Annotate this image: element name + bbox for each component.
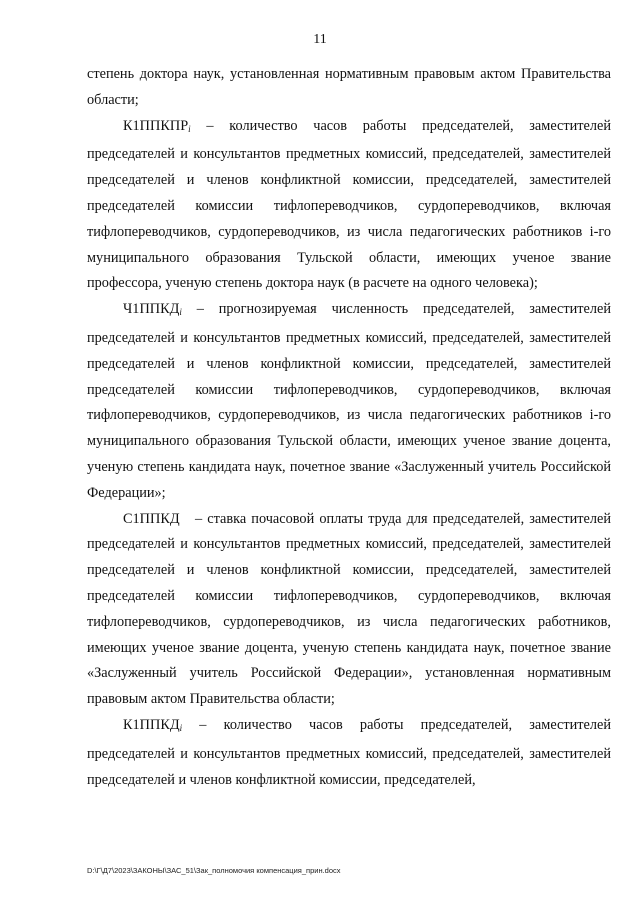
paragraph-2 <box>87 114 611 298</box>
paragraph-4 <box>87 507 615 713</box>
paragraph-5 <box>87 713 611 793</box>
term-subscript: i <box>188 123 191 134</box>
term-subscript: i <box>179 307 182 318</box>
term-subscript: i <box>179 722 183 733</box>
term-k1ppkd: К1ППКД <box>123 716 180 733</box>
footer-file-path: D:\Г\Д7\2023\ЗАКОНЫ\ЗАС_51\Зак_полномочия компенсация_прин.docx <box>87 866 341 875</box>
paragraph-1 <box>87 62 611 114</box>
paragraph-text: – ставка почасовой оплаты труда для председателей, заместителей председателей и консультантов предметных комиссий, председателей, заместителей председателей и членов конфликтной комиссии, председателей, заместителей председателей комиссии тифлопереводчиков, сурдопереводчиков, включая тифлопереводчиков, сурдопереводчиков, из числа педагогических работников, имеющих ученое звание доцента, ученую степень кандидата наук, почетное звание «Заслуженный учитель Российской Федерации», установленная нормативным правовым актом Правительства области; <box>87 510 615 708</box>
term-ch1ppkd: Ч1ППКД <box>123 301 180 318</box>
paragraph-3 <box>87 297 611 506</box>
paragraph-text: – количество часов работы председателей, заместителей председателей и консультантов предметных комиссий, председателей, заместителей председателей и членов конфликтной комиссии, председателей, заместителей председателей комиссии тифлопереводчиков, сурдопереводчиков, включая тифлопереводчиков, сурдопереводчиков, из числа педагогических работников i-го муниципального образования Тульской области, имеющих ученое звание профессора, ученую степень доктора наук (в расчете на одного человека); <box>87 117 611 292</box>
page-number: 11 <box>313 32 327 47</box>
paragraph-text: – количество часов работы председателей, заместителей председателей и консультантов предметных комиссий, председателей, заместителей председателей и членов конфликтной комиссии, председателей, <box>87 716 611 788</box>
term-s1ppkd: С1ППКД <box>123 510 180 527</box>
paragraph-text: степень доктора наук, установленная нормативным правовым актом Правительства области; <box>87 66 611 108</box>
document-body <box>87 62 615 793</box>
paragraph-text: – прогнозируемая численность председателей, заместителей председателей и консультантов предметных комиссий, председателей, заместителей председателей и членов конфликтной комиссии, председателей, заместителей председателей комиссии тифлопереводчиков, сурдопереводчиков, включая тифлопереводчиков, сурдопереводчиков, из числа педагогических работников i-го муниципального образования Тульской области, имеющих ученое звание доцента, ученую степень кандидата наук, почетное звание «Заслуженный учитель Российской Федерации»; <box>87 301 611 501</box>
term-k1ppkpr: К1ППКПР <box>123 117 189 134</box>
